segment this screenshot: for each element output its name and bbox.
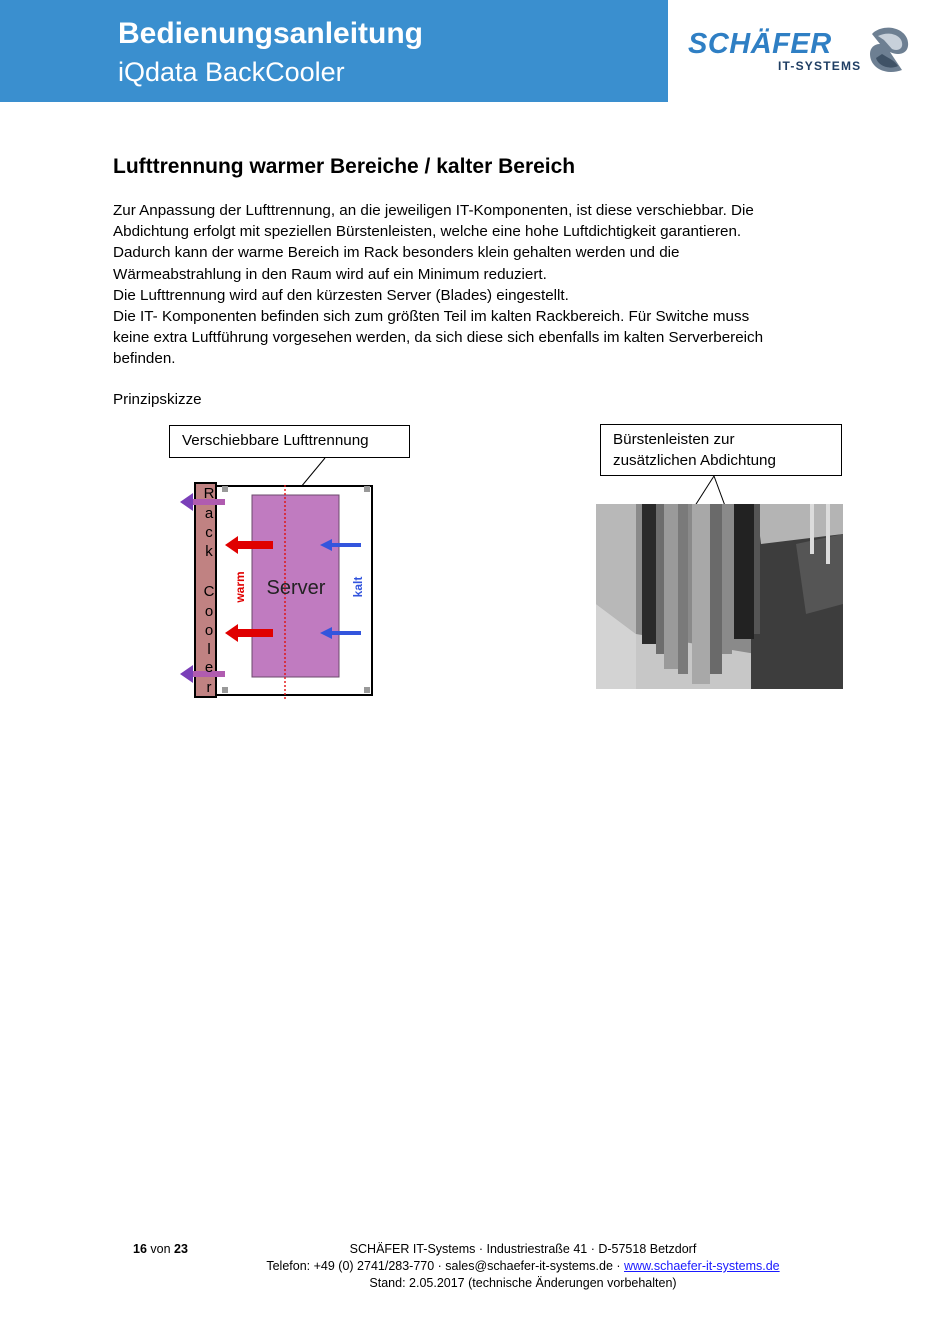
paragraph-line: befinden. xyxy=(113,350,176,368)
backcooler-letter: k xyxy=(205,543,213,560)
document-title: Bedienungsanleitung xyxy=(118,17,424,50)
cold-label: kalt xyxy=(351,576,365,598)
footer-contact xyxy=(0,1259,950,1273)
paragraph-line: Dadurch kann der warme Bereich im Rack besonders klein gehalten werden und die xyxy=(113,244,680,262)
callout-right-line: Bürstenleisten zur xyxy=(613,431,735,448)
callout-box-right xyxy=(600,424,842,476)
paragraph-line: Die IT- Komponenten befinden sich zum größten Teil im kalten Rackbereich. Für Switche muss xyxy=(113,308,750,326)
website-link[interactable]: www.schaefer-it-systems.de xyxy=(624,1259,780,1273)
backcooler-letter: a xyxy=(204,505,214,522)
rack-corner xyxy=(364,486,370,492)
backcooler-letter: C xyxy=(203,583,215,600)
backcooler-letter: o xyxy=(204,622,214,639)
page-current: 16 xyxy=(133,1242,147,1256)
body-paragraph xyxy=(113,200,813,370)
footer-contact-text: Telefon: +49 (0) 2741/283-770 · sales@schaefer-it-systems.de · xyxy=(266,1259,625,1273)
header-band xyxy=(0,0,668,102)
rack-corner xyxy=(222,687,228,693)
callout-right-line: zusätzlichen Abdichtung xyxy=(613,452,776,469)
paragraph-line: Wärmeabstrahlung in den Raum wird auf ein Minimum reduziert. xyxy=(113,265,547,283)
brush-strip-photo xyxy=(596,474,846,690)
backcooler-letter: c xyxy=(205,524,213,541)
rack-corner xyxy=(364,687,370,693)
server-label: Server xyxy=(266,577,326,599)
logo-emblem-icon xyxy=(864,24,916,76)
footer-address: SCHÄFER IT-Systems · Industriestraße 41 · D-57518 Betzdorf xyxy=(349,1242,697,1256)
backcooler-letter: e xyxy=(204,659,214,676)
paragraph-line: Abdichtung erfolgt mit speziellen Bürstenleisten, welche eine hohe Luftdichtigkeit garantieren. xyxy=(113,223,742,241)
backcooler-letter: o xyxy=(204,603,214,620)
document-subtitle: iQdata BackCooler xyxy=(118,57,345,87)
backcooler-letter: l xyxy=(207,641,211,658)
backcooler-letter: R xyxy=(203,485,215,502)
paragraph-line: Die Lufttrennung wird auf den kürzesten Server (Blades) eingestellt. xyxy=(113,286,569,304)
footer-revision: Stand: 2.05.2017 (technische Änderungen vorbehalten) xyxy=(369,1276,677,1290)
page-separator: von xyxy=(150,1242,171,1256)
rack-corner xyxy=(222,486,228,492)
logo-tagline: IT-SYSTEMS xyxy=(778,59,862,73)
logo-wordmark: SCHÄFER xyxy=(688,28,832,60)
warm-label: warm xyxy=(233,571,247,603)
callout-box-left: Verschiebbare Lufttrennung xyxy=(169,425,410,458)
figure-caption: Prinzipskizze xyxy=(113,391,202,408)
paragraph-line: Zur Anpassung der Lufttrennung, an die jeweiligen IT-Komponenten, ist diese verschiebbar. Die xyxy=(113,202,754,219)
backcooler-letter: r xyxy=(206,679,212,696)
page-total: 23 xyxy=(174,1242,188,1256)
schematic-diagram xyxy=(168,455,388,705)
section-heading: Lufttrennung warmer Bereiche / kalter Bereich xyxy=(113,155,576,178)
company-logo xyxy=(684,22,924,82)
paragraph-line: keine extra Luftführung vorgesehen werden, da sich diese sich ebenfalls im kalten Serverbereich xyxy=(113,329,764,347)
